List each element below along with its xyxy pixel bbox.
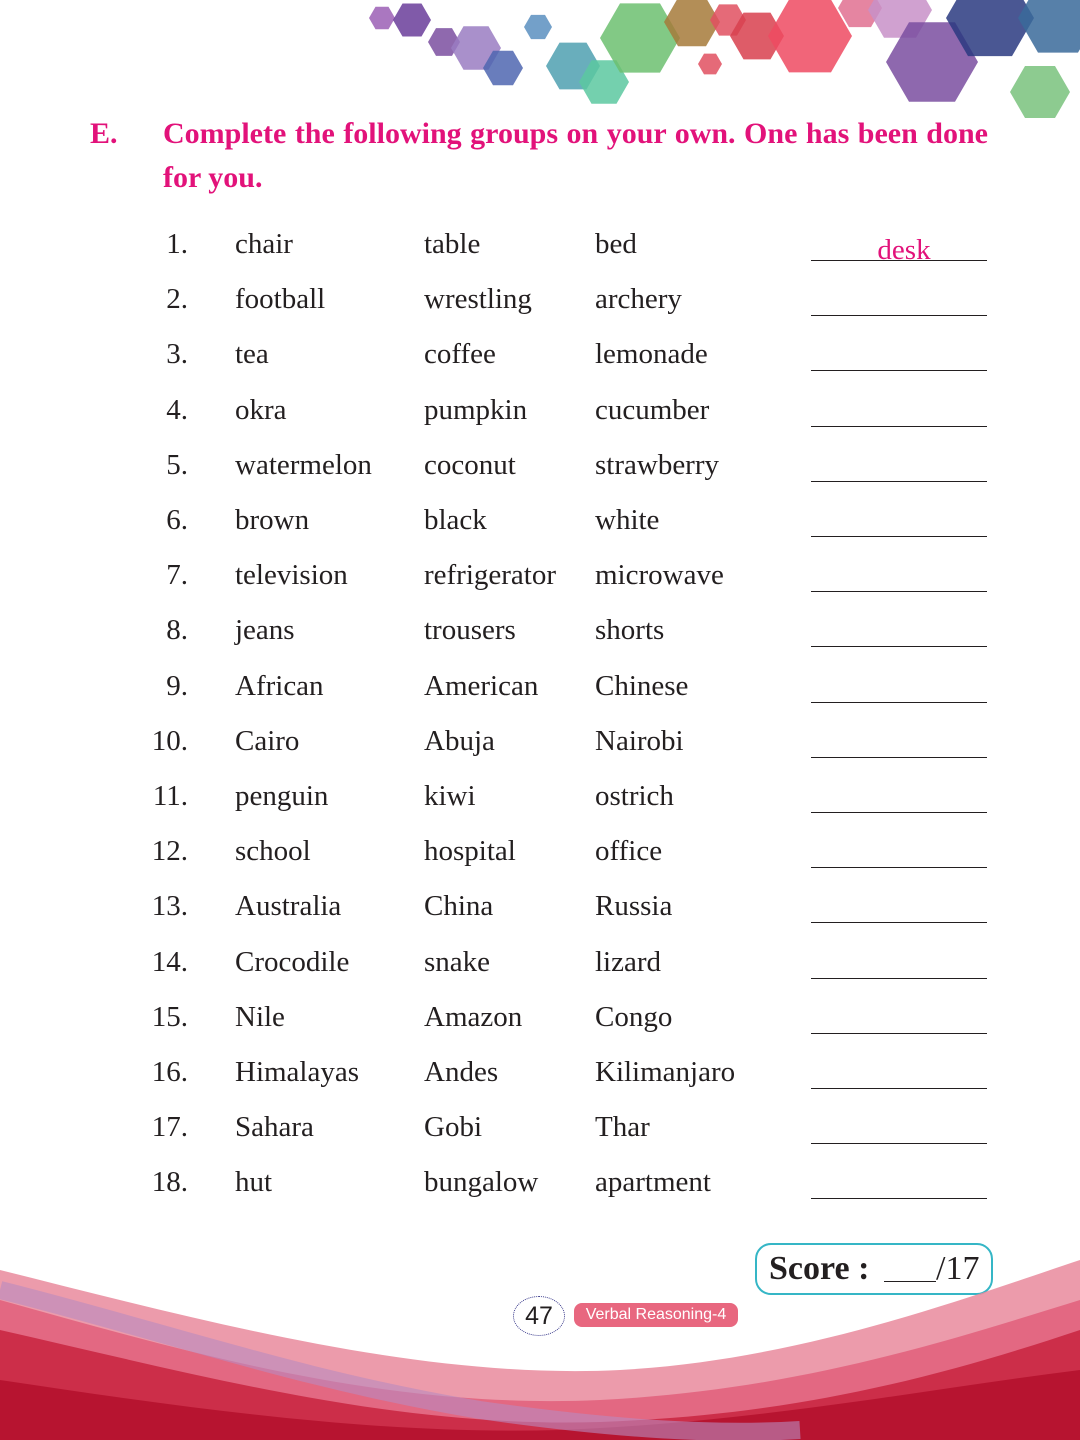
word-3: bed (595, 228, 637, 260)
row-number: 7. (166, 559, 188, 592)
score-label: Score : (769, 1250, 870, 1287)
word-2: snake (424, 945, 491, 978)
answer-blank[interactable] (811, 646, 987, 647)
hexagon-shape (369, 7, 395, 30)
word-group-row (0, 220, 1080, 275)
answer-blank[interactable] (811, 1033, 987, 1034)
word-group-row (0, 275, 1080, 330)
word-3: Congo (595, 1000, 673, 1033)
answer-blank[interactable] (811, 426, 987, 427)
word-3: lemonade (595, 338, 708, 371)
word-3: shorts (595, 614, 665, 647)
word-3: Thar (595, 1111, 650, 1144)
hexagon-shape (1018, 0, 1080, 53)
word-3: ostrich (595, 780, 674, 812)
row-number: 3. (166, 338, 188, 371)
row-number: 4. (166, 393, 188, 426)
page-number: 47 (513, 1296, 565, 1336)
word-2: refrigerator (424, 559, 557, 592)
word-1: Nile (235, 1000, 285, 1033)
answer-blank[interactable] (811, 481, 987, 482)
row-number: 11. (152, 780, 188, 812)
word-group-row (0, 938, 1080, 993)
word-3: lizard (595, 945, 662, 978)
word-1: football (235, 283, 326, 316)
word-group-row (0, 993, 1080, 1048)
word-1: jeans (235, 614, 295, 647)
answer-blank[interactable] (811, 536, 987, 537)
word-group-row (0, 1158, 1080, 1213)
word-group-row (0, 1103, 1080, 1158)
word-3: cucumber (595, 393, 710, 426)
word-3: Russia (595, 890, 673, 923)
answer-blank[interactable] (811, 1198, 987, 1199)
hexagon-shape (1010, 66, 1070, 118)
word-1: Cairo (235, 724, 300, 757)
word-1: Himalayas (235, 1056, 360, 1088)
answer-blank[interactable] (811, 978, 987, 979)
book-title-tag: Verbal Reasoning-4 (574, 1303, 738, 1327)
score-total: /17 (936, 1250, 980, 1287)
row-number: 5. (166, 448, 188, 481)
word-3: Kilimanjaro (595, 1056, 736, 1088)
word-2: hospital (424, 835, 516, 868)
row-number: 8. (166, 614, 188, 647)
word-group-row (0, 717, 1080, 772)
hexagon-shape (768, 0, 852, 72)
word-2: trousers (424, 614, 516, 647)
word-2: pumpkin (424, 393, 528, 426)
row-number: 2. (166, 283, 188, 316)
word-2: kiwi (424, 780, 476, 812)
answer-blank[interactable] (811, 757, 987, 758)
row-number: 9. (166, 669, 188, 702)
word-2: Amazon (424, 1000, 523, 1033)
row-number: 16. (151, 1056, 188, 1088)
word-3: white (595, 504, 660, 536)
answer-blank[interactable] (811, 370, 987, 371)
word-1: tea (235, 338, 269, 371)
word-3: apartment (595, 1166, 711, 1199)
word-1: watermelon (235, 448, 372, 481)
word-2: black (424, 504, 487, 536)
word-group-row (0, 441, 1080, 496)
word-2: wrestling (424, 283, 532, 316)
answer-blank[interactable] (811, 702, 987, 703)
row-number: 1. (166, 228, 188, 260)
word-1: penguin (235, 780, 329, 812)
word-2: Abuja (424, 724, 495, 757)
wave-decoration (0, 1260, 1080, 1440)
word-1: television (235, 559, 348, 592)
word-group-row (0, 662, 1080, 717)
word-3: office (595, 835, 663, 868)
hexagon-shape (524, 15, 552, 39)
row-number: 12. (151, 835, 188, 868)
word-3: microwave (595, 559, 724, 592)
word-1: okra (235, 393, 287, 426)
word-1: Australia (235, 890, 342, 923)
hexagon-shape (698, 54, 722, 75)
row-number: 15. (151, 1000, 188, 1033)
word-group-row (0, 827, 1080, 882)
row-number: 6. (166, 504, 188, 536)
row-number: 13. (151, 890, 188, 923)
word-group-row (0, 882, 1080, 937)
row-number: 18. (151, 1166, 188, 1199)
word-1: hut (235, 1166, 273, 1199)
word-1: Sahara (235, 1111, 314, 1144)
answer-blank[interactable] (811, 591, 987, 592)
word-2: China (424, 890, 494, 923)
answer-blank[interactable] (811, 1143, 987, 1144)
answer-blank[interactable] (811, 1088, 987, 1089)
answer-text: desk (877, 234, 931, 266)
word-2: coconut (424, 448, 516, 481)
word-2: coffee (424, 338, 496, 371)
word-1: school (235, 835, 311, 868)
row-number: 10. (151, 724, 188, 757)
word-2: Andes (424, 1056, 499, 1088)
word-group-row (0, 551, 1080, 606)
word-group-row (0, 386, 1080, 441)
word-group-row (0, 606, 1080, 661)
word-1: African (235, 669, 324, 702)
word-1: Crocodile (235, 945, 350, 978)
word-3: strawberry (595, 448, 720, 481)
word-group-row (0, 772, 1080, 827)
word-group-row (0, 330, 1080, 385)
word-1: chair (235, 228, 293, 260)
word-3: archery (595, 283, 682, 316)
word-3: Chinese (595, 669, 689, 702)
row-number: 14. (151, 945, 188, 978)
word-group-row (0, 1048, 1080, 1103)
word-2: Gobi (424, 1111, 482, 1144)
hexagon-shape (393, 4, 431, 37)
answer-blank[interactable] (811, 812, 987, 813)
answer-blank[interactable] (811, 315, 987, 316)
exercise-letter: E. (90, 117, 118, 150)
word-2: table (424, 228, 481, 260)
word-3: Nairobi (595, 724, 684, 757)
exercise-instruction: Complete the following groups on your own. One has been done for you. (163, 117, 988, 194)
word-1: brown (235, 504, 310, 536)
answer-blank[interactable] (811, 922, 987, 923)
answer-blank[interactable] (811, 867, 987, 868)
word-2: American (424, 669, 539, 702)
word-2: bungalow (424, 1166, 539, 1199)
row-number: 17. (151, 1111, 188, 1144)
hexagon-decoration (0, 0, 1080, 130)
word-group-row (0, 496, 1080, 551)
